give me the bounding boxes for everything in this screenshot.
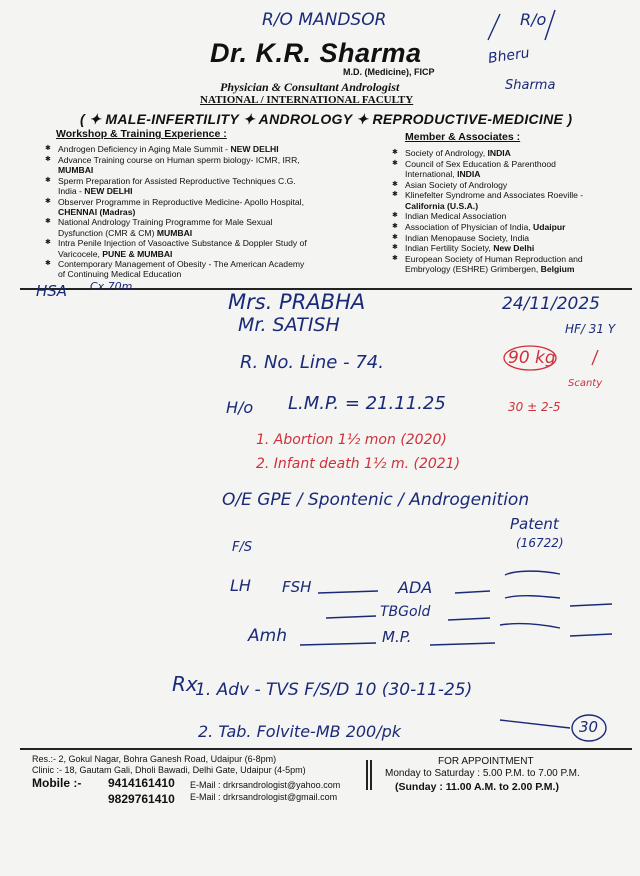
mobile-label: Mobile :- bbox=[32, 776, 82, 790]
handwritten-history-2: 2. Infant death 1½ m. (2021) bbox=[256, 456, 461, 472]
list-item: ✱ Indian Menopause Society, India bbox=[392, 233, 597, 243]
pen-circle bbox=[572, 715, 606, 741]
handwritten-mp: M.P. bbox=[382, 628, 412, 646]
footer-bar bbox=[366, 760, 368, 790]
handwritten-patient-name: Mrs. PRABHA bbox=[228, 290, 366, 314]
list-item: ✱ Indian Fertility Society, New Delhi bbox=[392, 243, 597, 253]
list-item: ✱ Asian Society of Andrology bbox=[392, 180, 597, 190]
handwritten-patent-number: (16722) bbox=[516, 536, 564, 550]
mobile-number-1: 9414161410 bbox=[108, 776, 175, 790]
handwritten-hf-age: HF/ 31 Y bbox=[565, 322, 616, 336]
specialties-banner: ( ✦ MALE-INFERTILITY ✦ ANDROLOGY ✦ REPRODUCTIVE-MEDICINE ) bbox=[80, 111, 573, 127]
handwritten-ho: H/o bbox=[226, 398, 254, 417]
list-item: ✱ Intra Penile Injection of Vasoactive Substance & Doppler Study of Varicocele, PUNE & MUMBAI bbox=[45, 238, 307, 258]
handwritten-patent: Patent bbox=[510, 515, 559, 533]
handwritten-husband-name: Mr. SATISH bbox=[238, 314, 340, 336]
appointment-heading: FOR APPOINTMENT bbox=[438, 756, 534, 767]
email-gmail: E-Mail : drkrsandrologist@gmail.com bbox=[190, 792, 338, 802]
handwritten-ref-surname: Sharma bbox=[505, 78, 556, 93]
handwritten-tbgold: TBGold bbox=[380, 604, 431, 620]
appointment-weekdays: Monday to Saturday : 5.00 P.M. to 7.00 P.M. bbox=[385, 768, 580, 779]
footer-divider bbox=[20, 748, 632, 750]
handwritten-fs-label: F/S bbox=[232, 540, 253, 555]
handwritten-ada: ADA bbox=[398, 578, 433, 597]
doctor-name: Dr. K.R. Sharma bbox=[210, 38, 422, 68]
pen-circle bbox=[504, 346, 556, 370]
pen-dash-line bbox=[326, 616, 376, 618]
handwritten-examination: O/E GPE / Spontenic / Androgenition bbox=[222, 490, 530, 510]
mobile-number-2: 9829761410 bbox=[108, 792, 175, 806]
handwritten-amh: Amh bbox=[248, 626, 287, 646]
list-item: ✱ Council of Sex Education & Parenthood International, INDIA bbox=[392, 159, 597, 179]
handwritten-history-1: 1. Abortion 1½ mon (2020) bbox=[256, 432, 447, 448]
list-item: ✱ National Andrology Training Programme for Male Sexual Dysfunction (CMR & CM) MUMBAI bbox=[45, 217, 307, 237]
members-heading: Member & Associates : bbox=[405, 131, 521, 143]
handwritten-reg-number: R. No. Line - 74. bbox=[240, 352, 384, 373]
handwritten-ref-name: Bheru bbox=[487, 45, 531, 67]
handwritten-scanty: Scanty bbox=[568, 378, 603, 389]
handwritten-rx-2: 2. Tab. Folvite-MB 200/pk bbox=[198, 722, 402, 741]
list-item: ✱ Contemporary Management of Obesity - The American Academy of Continuing Medical Education bbox=[45, 259, 307, 279]
pen-slash bbox=[592, 350, 598, 365]
list-item: ✱ Sperm Preparation for Assisted Reproductive Techniques C.G. India - NEW DELHI bbox=[45, 176, 307, 196]
handwritten-rx-symbol: Rx bbox=[172, 672, 198, 696]
appointment-sunday: (Sunday : 11.00 A.M. to 2.00 P.M.) bbox=[395, 781, 559, 793]
handwritten-lh: LH bbox=[230, 576, 251, 595]
pen-scribble bbox=[500, 624, 560, 628]
handwritten-cycle: 30 ± 2-5 bbox=[508, 400, 561, 414]
pen-dash-line bbox=[570, 634, 612, 636]
pen-slash bbox=[488, 14, 500, 40]
handwritten-hsa-value: Cx 70m bbox=[90, 280, 133, 293]
pen-dash-line bbox=[570, 604, 612, 606]
list-item: ✱ Society of Andrology, INDIA bbox=[392, 148, 597, 158]
pen-slash bbox=[545, 10, 555, 40]
handwritten-rx-1: 1. Adv - TVS F/S/D 10 (30-11-25) bbox=[195, 680, 473, 700]
pen-scribble bbox=[505, 596, 560, 598]
list-item: ✱ Association of Physician of India, Udaipur bbox=[392, 222, 597, 232]
handwritten-hsa: HSA bbox=[36, 282, 68, 300]
list-item: ✱ European Society of Human Reproduction and Embryology (ESHRE) Grimbergen, Belgium bbox=[392, 254, 597, 274]
email-yahoo: E-Mail : drkrsandrologist@yahoo.com bbox=[190, 780, 341, 790]
handwritten-residence: R/O MANDSOR bbox=[262, 10, 387, 30]
list-item: ✱ Androgen Deficiency in Aging Male Summit - NEW DELHI bbox=[45, 144, 307, 154]
list-item: ✱ Observer Programme in Reproductive Medicine- Apollo Hospital, CHENNAI (Madras) bbox=[45, 197, 307, 217]
handwritten-weight: 90 kg bbox=[508, 348, 556, 368]
list-item: ✱ Indian Medical Association bbox=[392, 211, 597, 221]
footer-residence: Res.:- 2, Gokul Nagar, Bohra Ganesh Road, Udaipur (6-8pm) bbox=[32, 754, 277, 764]
pen-dash-line bbox=[430, 643, 495, 645]
workshop-heading: Workshop & Training Experience : bbox=[56, 128, 227, 140]
handwritten-fsh: FSH bbox=[282, 578, 312, 596]
footer-clinic: Clinic :- 18, Gautam Gali, Dholi Bawadi, Delhi Gate, Udaipur (4-5pm) bbox=[32, 765, 306, 775]
doctor-degrees: M.D. (Medicine), FICP bbox=[343, 67, 435, 77]
footer-bar bbox=[370, 760, 372, 790]
list-item: ✱ Klinefelter Syndrome and Associates Roeville - California (U.S.A.) bbox=[392, 190, 597, 210]
list-item: ✱ Advance Training course on Human sperm biology- ICMR, IRR, MUMBAI bbox=[45, 155, 307, 175]
handwritten-ref-label: R/o bbox=[520, 10, 547, 29]
pen-scribble bbox=[505, 571, 560, 575]
pen-dash-line bbox=[455, 591, 490, 593]
handwritten-lmp: L.M.P. = 21.11.25 bbox=[288, 393, 446, 414]
pen-dash-line bbox=[318, 591, 378, 593]
handwritten-rx-2-qty: 30 bbox=[579, 718, 599, 736]
pen-dash-line bbox=[500, 720, 570, 728]
handwritten-date: 24/11/2025 bbox=[502, 294, 600, 314]
pen-dash-line bbox=[448, 618, 490, 620]
doctor-role: Physician & Consultant Andrologist bbox=[220, 80, 400, 94]
pen-dash-line bbox=[300, 643, 376, 645]
faculty-line: NATIONAL / INTERNATIONAL FACULTY bbox=[200, 94, 414, 106]
